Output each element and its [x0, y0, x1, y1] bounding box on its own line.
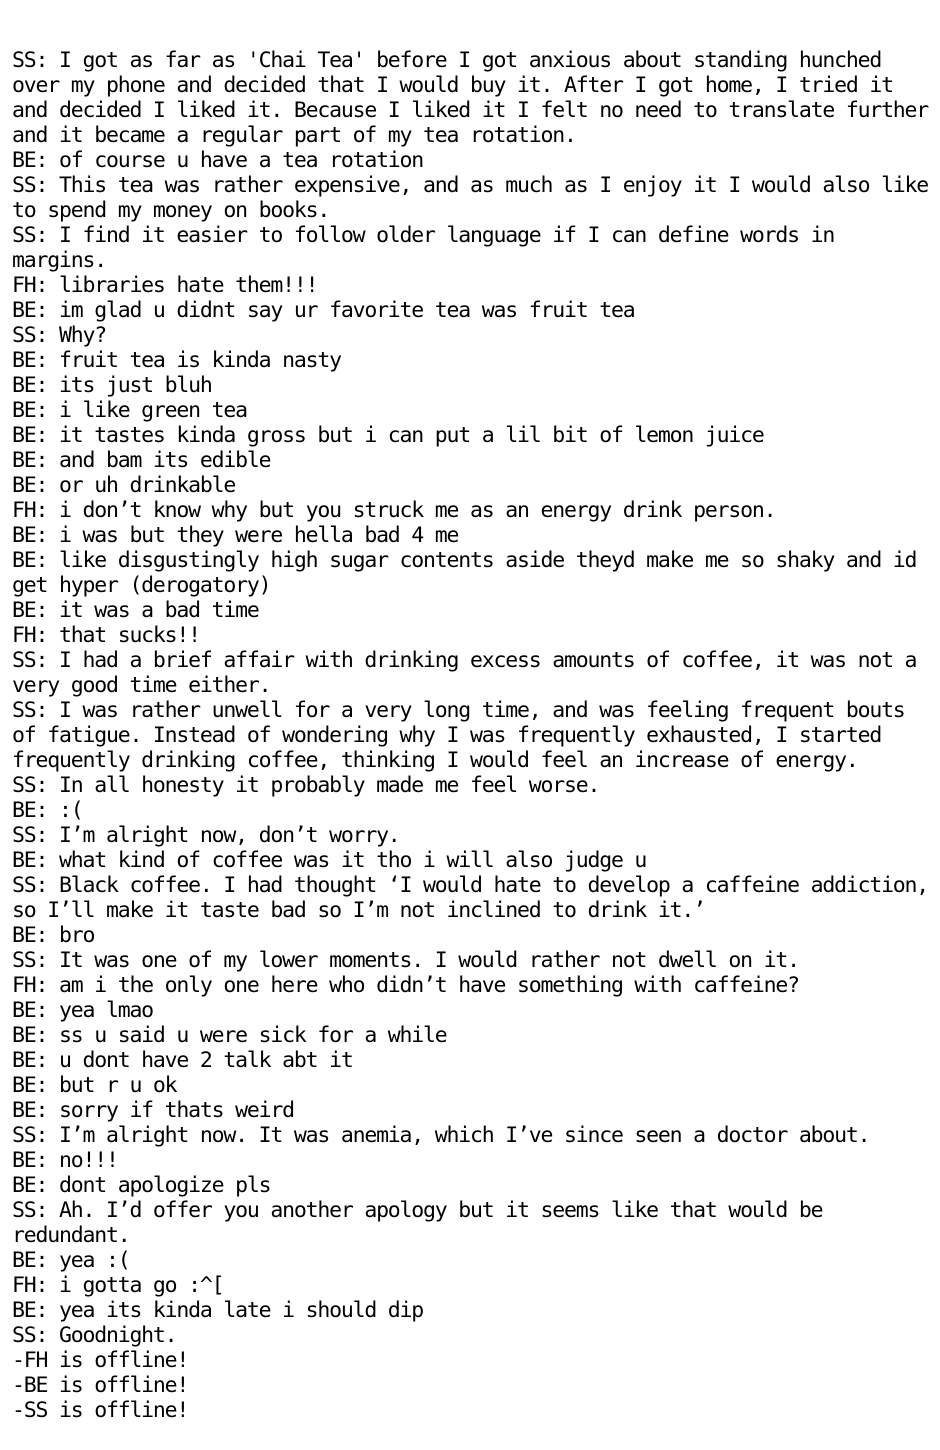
chat-line: SS: It was one of my lower moments. I would rather not dwell on it.	[12, 948, 799, 973]
chat-line: SS: I’m alright now. It was anemia, which I’ve since seen a doctor about.	[12, 1123, 870, 1148]
chat-line: BE: it tastes kinda gross but i can put a lil bit of lemon juice	[12, 423, 764, 448]
chat-line: SS: I find it easier to follow older language if I can define words in margins.	[12, 223, 835, 273]
chat-line: SS: Ah. I’d offer you another apology but it seems like that would be redundant.	[12, 1198, 823, 1248]
chat-line: FH: that sucks!!	[12, 623, 200, 648]
chat-line: BE: im glad u didnt say ur favorite tea was fruit tea	[12, 298, 635, 323]
chat-line: BE: bro	[12, 923, 95, 948]
chat-line: SS: In all honesty it probably made me feel worse.	[12, 773, 600, 798]
chat-line: SS: I got as far as 'Chai Tea' before I got anxious about standing hunched over my phone and decided that I would buy it. After I got home, I tried it and decided I liked it. Because I liked it I felt no need to translate further and it became a regular part of my tea rotation.	[12, 48, 929, 148]
chat-line: SS: I had a brief affair with drinking excess amounts of coffee, it was not a very good time either.	[12, 648, 917, 698]
chat-line: SS: Why?	[12, 323, 106, 348]
status-line: -FH is offline!	[12, 1348, 189, 1373]
chat-line: SS: I’m alright now, don’t worry.	[12, 823, 400, 848]
chat-line: BE: like disgustingly high sugar contents aside theyd make me so shaky and id get hyper (derogatory)	[12, 548, 917, 598]
status-line: -BE is offline!	[12, 1373, 189, 1398]
chat-line: BE: yea its kinda late i should dip	[12, 1298, 424, 1323]
chat-line: BE: fruit tea is kinda nasty	[12, 348, 341, 373]
chat-line: BE: i like green tea	[12, 398, 247, 423]
chat-line: BE: or uh drinkable	[12, 473, 236, 498]
chat-line: FH: libraries hate them!!!	[12, 273, 318, 298]
chat-line: BE: yea lmao	[12, 998, 153, 1023]
chat-line: BE: yea :(	[12, 1248, 130, 1273]
chat-line: BE: i was but they were hella bad 4 me	[12, 523, 459, 548]
chat-line: BE: it was a bad time	[12, 598, 259, 623]
chat-line: BE: and bam its edible	[12, 448, 271, 473]
chat-line: BE: sorry if thats weird	[12, 1098, 294, 1123]
chat-line: BE: dont apologize pls	[12, 1173, 271, 1198]
chat-line: FH: i gotta go :^[	[12, 1273, 224, 1298]
chat-line: BE: its just bluh	[12, 373, 212, 398]
chat-line: BE: but r u ok	[12, 1073, 177, 1098]
chat-line: FH: i don’t know why but you struck me as an energy drink person.	[12, 498, 776, 523]
chat-line: SS: Goodnight.	[12, 1323, 177, 1348]
chat-line: FH: am i the only one here who didn’t have something with caffeine?	[12, 973, 799, 998]
chat-line: BE: :(	[12, 798, 83, 823]
chat-line: SS: Black coffee. I had thought ‘I would hate to develop a caffeine addiction, so I’ll make it taste bad so I’m not inclined to drink it.’	[12, 873, 929, 923]
chat-line: BE: u dont have 2 talk abt it	[12, 1048, 353, 1073]
chat-log	[12, 48, 938, 1423]
chat-line: BE: what kind of coffee was it tho i will also judge u	[12, 848, 647, 873]
chat-line: SS: This tea was rather expensive, and as much as I enjoy it I would also like to spend my money on books.	[12, 173, 929, 223]
status-line: -SS is offline!	[12, 1398, 189, 1423]
chat-line: SS: I was rather unwell for a very long time, and was feeling frequent bouts of fatigue. Instead of wondering why I was frequently exhausted, I started frequently drinking coffee, thinking I would feel an increase of energy.	[12, 698, 905, 773]
chat-line: BE: ss u said u were sick for a while	[12, 1023, 447, 1048]
chat-line: BE: no!!!	[12, 1148, 118, 1173]
chat-line: BE: of course u have a tea rotation	[12, 148, 424, 173]
